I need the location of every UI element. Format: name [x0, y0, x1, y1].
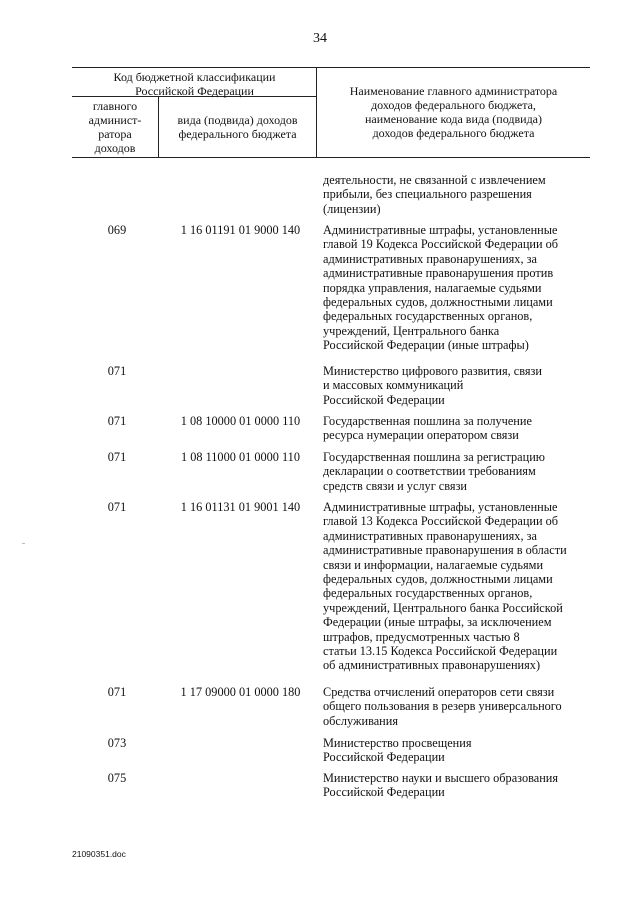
row-name-line: федеральных государственных органов,	[323, 586, 533, 601]
row-name-line: ресурса нумерации оператором связи	[323, 428, 519, 443]
row-name	[323, 500, 588, 673]
row-name-line: федеральных судов, должностными лицами	[323, 295, 553, 310]
row-name-line: штрафов, предусмотренных частью 8	[323, 629, 520, 644]
row-name-line: об административных правонарушениях)	[323, 658, 541, 673]
row-name-line: (лицензии)	[323, 201, 381, 216]
row-admin-code: 069	[107, 223, 127, 237]
row-name	[323, 414, 588, 443]
row-name-line: административные правонарушения в области	[323, 543, 567, 558]
row-name-line: федеральных судов, должностными лицами	[323, 572, 553, 587]
row-admin-code: 071	[107, 364, 127, 378]
header-col-admin-line: доходов	[94, 141, 136, 155]
row-name-line: учреждений, Центрального банка	[323, 323, 500, 338]
row-classification-code: 1 08 10000 01 0000 110	[180, 414, 301, 428]
header-col-name-line: Наименование главного администратора	[349, 84, 558, 98]
row-classification-code: 1 16 01191 01 9000 140	[180, 223, 301, 237]
row-name-line: Российской Федерации	[323, 392, 445, 407]
row-name-line: Министерство науки и высшего образования	[323, 771, 559, 785]
header-col-name-line: наименование кода вида (подвида)	[364, 112, 543, 126]
row-name-line: административных правонарушениях, за	[323, 251, 537, 266]
row-name-line: федеральных государственных органов,	[323, 309, 533, 324]
header-bottom-rule	[72, 157, 590, 158]
row-name-line: средств связи и услуг связи	[323, 478, 468, 493]
header-col-admin-line: главного	[92, 99, 138, 113]
row-name-line: Федерации (иные штрафы, за исключением	[323, 615, 552, 630]
row-name-line: Административные штрафы, установленные	[323, 223, 558, 237]
row-name-line: главой 13 Кодекса Российской Федерации об	[323, 514, 559, 529]
row-name-line: административных правонарушениях, за	[323, 528, 537, 543]
header-col-name-line: доходов федерального бюджета,	[371, 98, 536, 112]
row-name-line: общего пользования в резерв универсального	[323, 699, 562, 714]
row-name-line: Государственная пошлина за получение	[323, 414, 532, 428]
row-name-line: Российской Федерации	[323, 785, 445, 800]
row-name-line: Средства отчислений операторов сети связи	[323, 685, 555, 699]
header-group-title	[72, 70, 317, 98]
row-admin-code: 071	[107, 414, 127, 428]
row-admin-code: 071	[107, 450, 127, 464]
row-name	[323, 450, 588, 493]
row-name	[323, 364, 588, 407]
row-name-line: обслуживания	[323, 713, 398, 728]
row-admin-code: 073	[107, 736, 127, 750]
row-name-line: связи и информации, налагаемые судьями	[323, 557, 544, 572]
row-name-line: порядка управления, налагаемые судьями	[323, 280, 542, 295]
header-col-name-line: доходов федерального бюджета	[372, 126, 535, 140]
row-name-line: статьи 13.15 Кодекса Российской Федерации	[323, 644, 558, 659]
header-col-admin-line: админист-	[88, 113, 142, 127]
row-name-line: и массовых коммуникаций	[323, 378, 464, 393]
header-col-code	[159, 113, 316, 141]
row-name-line: Государственная пошлина за регистрацию	[323, 450, 545, 464]
row-name-line: деятельности, не связанной с извлечением	[323, 173, 546, 187]
row-classification-code: 1 16 01131 01 9001 140	[180, 500, 301, 514]
row-name-line: Российской Федерации (иные штрафы)	[323, 338, 529, 353]
header-col-admin-line: ратора	[98, 127, 132, 141]
row-name	[323, 736, 588, 765]
row-name-line: учреждений, Центрального банка Российской	[323, 600, 563, 615]
row-name-line: Министерство цифрового развития, связи	[323, 364, 542, 378]
header-col-name	[317, 84, 590, 140]
row-name	[323, 771, 588, 800]
header-col-code-line: федерального бюджета	[178, 127, 297, 141]
scan-margin-mark	[22, 543, 25, 544]
row-admin-code: 071	[107, 500, 127, 514]
row-name-line: Министерство просвещения	[323, 736, 472, 750]
header-group-title-line: Российской Федерации	[135, 84, 254, 98]
row-admin-code: 075	[107, 771, 127, 785]
row-name	[323, 685, 588, 728]
row-classification-code: 1 08 11000 01 0000 110	[181, 450, 300, 464]
header-group-title-line: Код бюджетной классификации	[113, 70, 276, 84]
row-name-line: административные правонарушения против	[323, 266, 554, 281]
header-col-admin	[72, 99, 158, 155]
header-top-rule	[72, 67, 590, 68]
row-name-line: прибыли, без специального разрешения	[323, 187, 532, 202]
page-number: 34	[313, 31, 327, 46]
header-col-code-line: вида (подвида) доходов	[177, 113, 298, 127]
row-name	[323, 173, 588, 216]
file-name-footer: 21090351.doc	[72, 849, 126, 859]
row-classification-code: 1 17 09000 01 0000 180	[180, 685, 301, 699]
row-name-line: главой 19 Кодекса Российской Федерации об	[323, 237, 559, 252]
row-name-line: Российской Федерации	[323, 750, 445, 765]
row-name-line: Административные штрафы, установленные	[323, 500, 558, 514]
row-name	[323, 223, 588, 353]
row-admin-code: 071	[107, 685, 127, 699]
row-name-line: декларации о соответствии требованиям	[323, 464, 536, 479]
